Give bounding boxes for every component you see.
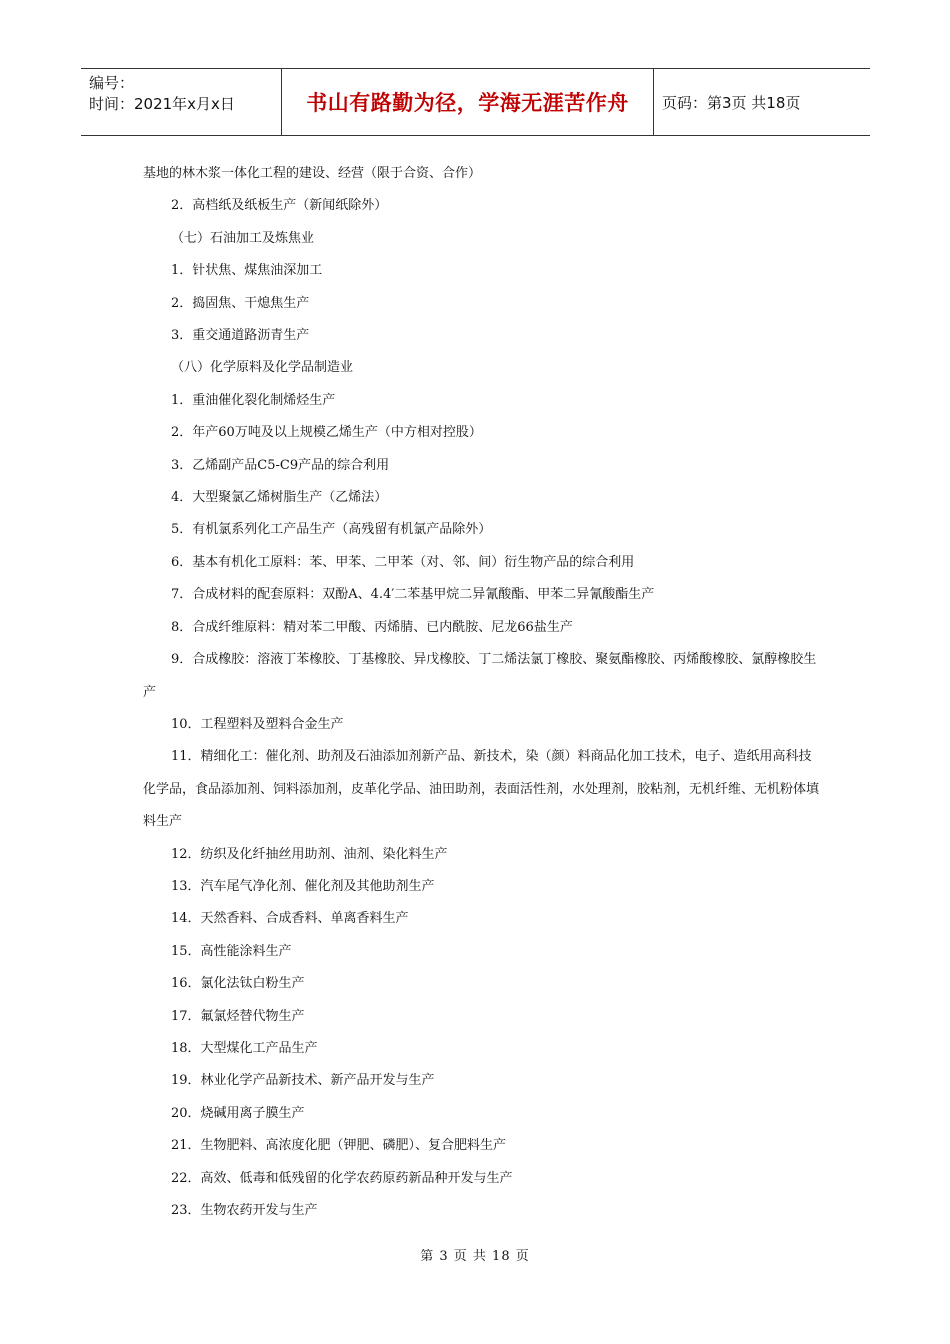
body-paragraph: 23．生物农药开发与生产 xyxy=(171,1203,318,1218)
body-paragraph: 3．重交通道路沥青生产 xyxy=(171,328,310,344)
body-paragraph: 15．高性能涂料生产 xyxy=(171,943,292,959)
body-paragraph: 19．林业化学产品新技术、新产品开发与生产 xyxy=(171,1073,435,1089)
body-paragraph: 1．重油催化裂化制烯烃生产 xyxy=(171,392,336,408)
body-paragraph: 17．氟氯烃替代物生产 xyxy=(171,1008,305,1024)
body-paragraph: 21．生物肥料、高浓度化肥（钾肥、磷肥）、复合肥料生产 xyxy=(171,1138,507,1154)
body-paragraph: 9．合成橡胶：溶液丁苯橡胶、丁基橡胶、异戊橡胶、丁二烯法氯丁橡胶、聚氨酯橡胶、丙烯酸橡胶、氯醇橡胶生产 xyxy=(143,652,817,700)
body-paragraph: 2．高档纸及纸板生产（新闻纸除外） xyxy=(171,198,388,214)
body-paragraph: 14．天然香料、合成香料、单离香料生产 xyxy=(171,911,409,927)
body-paragraph: （七）石油加工及炼焦业 xyxy=(171,230,315,246)
body-paragraph: 4．大型聚氯乙烯树脂生产（乙烯法） xyxy=(171,490,388,506)
document-date-label: 时间：2021年x月x日 xyxy=(89,95,235,113)
body-paragraph: 3．乙烯副产品C5-C9产品的综合利用 xyxy=(171,457,390,473)
document-body xyxy=(143,158,823,1227)
body-paragraph: 22．高效、低毒和低残留的化学农药原药新品种开发与生产 xyxy=(171,1170,513,1186)
body-paragraph: 6．基本有机化工原料：苯、甲苯、二甲苯（对、邻、间）衍生物产品的综合利用 xyxy=(171,554,635,570)
body-paragraph: 7．合成材料的配套原料：双酚A、4.4′二苯基甲烷二异氰酸酯、甲苯二异氰酸酯生产 xyxy=(171,587,655,603)
document-number-label: 编号： xyxy=(89,74,135,92)
body-paragraph: （八）化学原料及化学品制造业 xyxy=(171,360,354,376)
body-paragraph: 12．纺织及化纤抽丝用助剂、油剂、染化料生产 xyxy=(171,846,448,862)
page-header xyxy=(81,68,870,136)
body-paragraph: 11．精细化工：催化剂、助剂及石油添加剂新产品、新技术，染（颜）料商品化加工技术，电子、造纸用高科技化学品，食品添加剂、饲料添加剂，皮革化学品、油田助剂，表面活性剂，水处理剂，胶粘剂，无机纤维、无机粉体填料生产 xyxy=(143,749,820,830)
header-meta xyxy=(81,69,281,135)
body-paragraph: 20．烧碱用离子膜生产 xyxy=(171,1105,305,1121)
page-footer: 第 3 页 共 18 页 xyxy=(420,1249,530,1264)
body-paragraph: 2．捣固焦、干熄焦生产 xyxy=(171,295,310,311)
body-paragraph: 5．有机氯系列化工产品生产（高残留有机氯产品除外） xyxy=(171,522,492,538)
body-paragraph: 2．年产60万吨及以上规模乙烯生产（中方相对控股） xyxy=(171,425,482,441)
body-paragraph: 8．合成纤维原料：精对苯二甲酸、丙烯腈、已内酰胺、尼龙66盐生产 xyxy=(171,619,573,635)
body-paragraph: 16．氯化法钛白粉生产 xyxy=(171,976,305,992)
body-paragraph: 基地的林木浆一体化工程的建设、经营（限于合资、合作） xyxy=(143,166,482,181)
body-paragraph: 1．针状焦、煤焦油深加工 xyxy=(171,263,323,279)
header-motto: 书山有路勤为径，学海无涯苦作舟 xyxy=(281,69,654,135)
body-paragraph: 13．汽车尾气净化剂、催化剂及其他助剂生产 xyxy=(171,878,435,894)
header-page-info: 页码：第3页 共18页 xyxy=(662,93,801,112)
body-paragraph: 18．大型煤化工产品生产 xyxy=(171,1040,318,1056)
body-paragraph: 10．工程塑料及塑料合金生产 xyxy=(171,716,344,732)
